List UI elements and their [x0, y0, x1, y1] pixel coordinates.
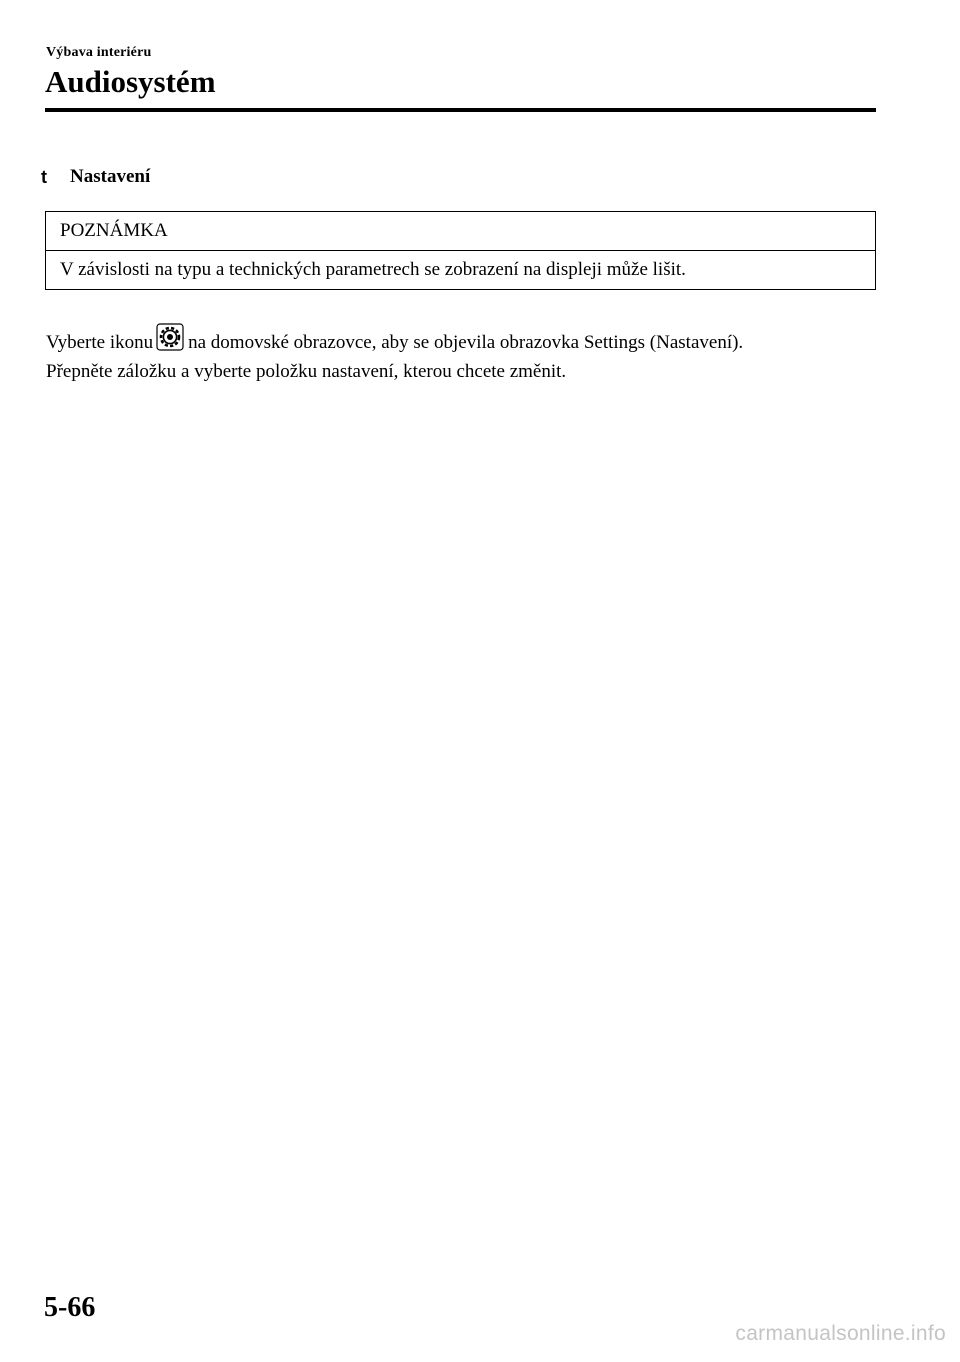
note-box — [45, 211, 876, 290]
instruction-line-2: Přepněte záložku a vyberte položku nastavení, kterou chcete změnit. — [46, 361, 567, 382]
chapter-label: Výbava interiéru — [46, 45, 152, 60]
page-title: Audiosystém — [45, 64, 216, 99]
section-heading-text: Nastavení — [70, 166, 151, 187]
note-label: POZNÁMKA — [46, 212, 875, 251]
page-number: 5-66 — [44, 1292, 96, 1323]
instruction-text-before-icon: Vyberte ikonu — [46, 332, 154, 353]
instruction-line-1 — [46, 328, 886, 357]
watermark: carmanualsonline.info — [735, 1322, 946, 1345]
settings-gear-icon — [156, 323, 184, 351]
section-heading — [41, 165, 150, 189]
instruction-paragraph — [46, 328, 886, 386]
bullet-icon: t — [41, 167, 47, 187]
note-text: V závislosti na typu a technických parametrech se zobrazení na displeji může lišit. — [60, 259, 686, 280]
instruction-text-after-icon: na domovské obrazovce, aby se objevila obrazovka Settings (Nastavení). — [188, 332, 744, 353]
title-divider — [45, 108, 876, 112]
